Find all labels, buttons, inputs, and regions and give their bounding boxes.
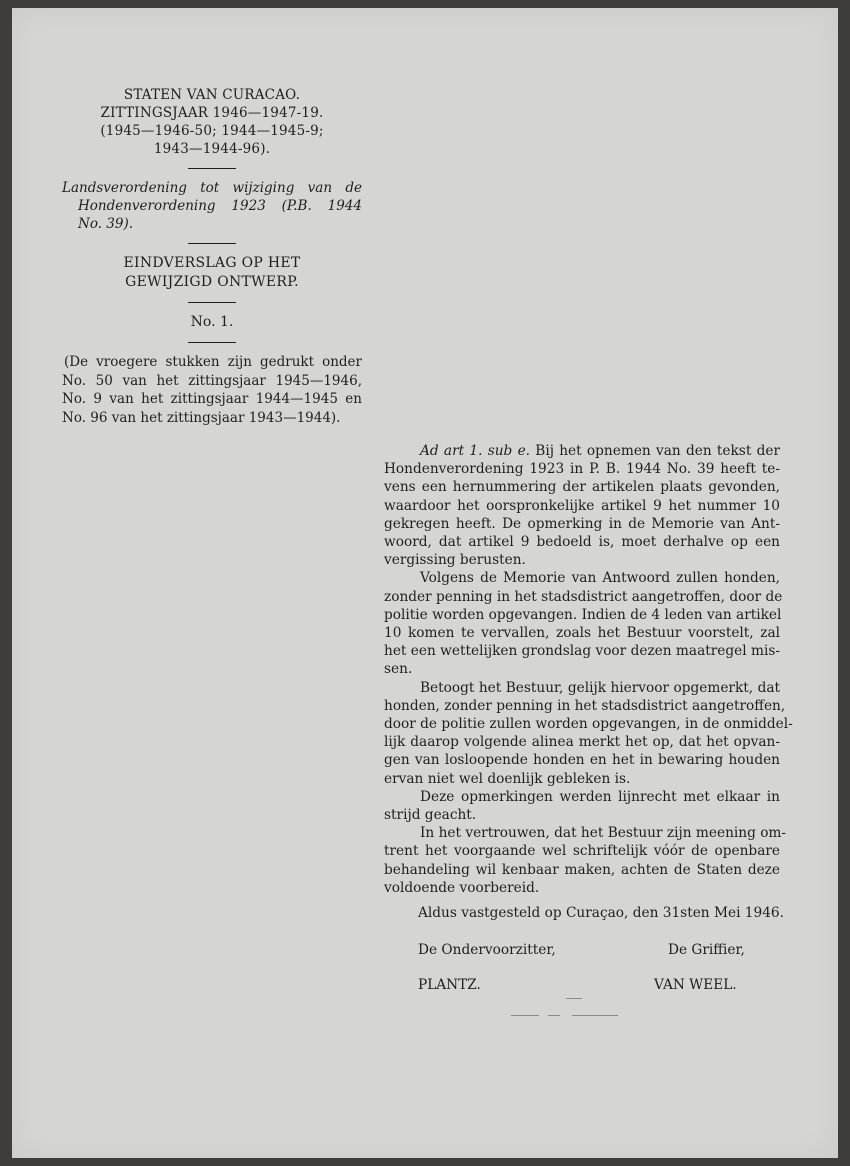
note-line-3: No. 9 van het zittingsjaar 1944—1945 en xyxy=(62,391,362,407)
vice-chair-name: PLANTZ. xyxy=(418,977,481,993)
subject-heading xyxy=(62,179,362,233)
report-body xyxy=(384,442,793,897)
paragraph-5 xyxy=(384,824,787,897)
session-references-1: (1945—1946-50; 1944—1945-9; xyxy=(100,123,324,139)
paragraph-2 xyxy=(384,569,783,678)
clerk-title: De Griffier, xyxy=(668,942,745,958)
paragraph-line: politie worden opgevangen. Indien de 4 leden van artikel xyxy=(384,606,782,623)
session-year: ZITTINGSJAAR 1946—1947-19. xyxy=(100,105,324,121)
print-mark xyxy=(511,1015,539,1016)
paragraph-line: In het vertrouwen, dat het Bestuur zijn meening om- xyxy=(420,825,787,842)
paragraph-line: trent het voorgaande wel schriftelijk vóór de openbare xyxy=(384,843,780,860)
paragraph-line: vergissing berusten. xyxy=(384,552,526,569)
paragraph-line: waardoor het oorspronkelijke artikel 9 het nummer 10 xyxy=(384,497,780,514)
paragraph-line: Volgens de Memorie van Antwoord zullen honden, xyxy=(420,570,780,587)
paragraph-line: zonder penning in het stadsdistrict aangetroffen, door de xyxy=(384,588,783,605)
print-mark xyxy=(548,1015,560,1016)
paragraph-line: Ad art 1. sub e. Bij het opnemen van den tekst der xyxy=(420,443,780,459)
divider xyxy=(188,302,236,303)
document-title: STATEN VAN CURACAO. xyxy=(123,87,301,103)
paragraph-line: strijd geacht. xyxy=(384,807,477,824)
paragraph-3 xyxy=(384,679,793,788)
paragraph-line: door de politie zullen worden opgevangen, in de onmiddel- xyxy=(384,716,793,733)
divider xyxy=(188,168,236,169)
paragraph-line: vens een hernummering der artikelen plaats gevonden, xyxy=(384,479,780,496)
session-references-2: 1943—1944-96). xyxy=(153,141,271,157)
paragraph-line: 10 komen te vervallen, zoals het Bestuur voorstelt, zal xyxy=(384,625,780,642)
paragraph-line: lijk daarop volgende alinea merkt het op, dat het opvan- xyxy=(384,734,780,751)
note-line-4: No. 96 van het zittingsjaar 1943—1944). xyxy=(62,409,341,426)
paragraph-line: gekregen heeft. De opmerking in de Memorie van Ant- xyxy=(384,515,780,532)
paragraph-line: Betoogt het Bestuur, gelijk hiervoor opgemerkt, dat xyxy=(420,679,780,696)
paragraph-line: Deze opmerkingen werden lijnrecht met elkaar in xyxy=(420,788,780,805)
print-mark xyxy=(572,1015,618,1016)
report-title-1: EINDVERSLAG OP HET xyxy=(123,255,301,271)
paragraph-line: woord, dat artikel 9 bedoeld is, moet derhalve op een xyxy=(384,534,780,551)
divider xyxy=(188,243,236,244)
vice-chair-title: De Ondervoorzitter, xyxy=(418,942,556,958)
paragraph-line: sen. xyxy=(384,661,413,678)
report-number: No. 1. xyxy=(190,314,234,330)
paragraph-line: behandeling wil kenbaar maken, achten de Staten deze xyxy=(384,861,780,878)
paragraph-line: voldoende voorbereid. xyxy=(384,879,540,896)
paragraph-4 xyxy=(384,788,780,824)
paragraph-1 xyxy=(384,442,780,569)
report-title-2: GEWIJZIGD ONTWERP. xyxy=(125,274,299,290)
left-column xyxy=(62,86,362,427)
subject-line-1: Landsverordening tot wijziging van de xyxy=(62,180,362,196)
paragraph-line: Hondenverordening 1923 in P. B. 1944 No. 39 heeft te- xyxy=(384,461,780,478)
adoption-statement: Aldus vastgesteld op Curaçao, den 31sten Mei 1946. xyxy=(418,905,784,921)
divider xyxy=(188,342,236,343)
paragraph-line: honden, zonder penning in het stadsdistrict aangetroffen, xyxy=(384,697,786,714)
subject-line-3: No. 39). xyxy=(78,216,134,232)
previous-documents-note xyxy=(62,353,362,427)
paragraph-line: het een wettelijken grondslag voor dezen maatregel mis- xyxy=(384,643,780,660)
clerk-name: VAN WEEL. xyxy=(654,977,737,993)
note-line-1: (De vroegere stukken zijn gedrukt onder xyxy=(64,354,362,370)
paragraph-line: gen van losloopende honden en het in bewaring houden xyxy=(384,752,780,769)
print-mark xyxy=(566,998,582,999)
paragraph-line: ervan niet wel doenlijk gebleken is. xyxy=(384,770,631,787)
subject-line-2: Hondenverordening 1923 (P.B. 1944 xyxy=(78,198,362,214)
article-reference: Ad art 1. sub e. xyxy=(420,443,531,459)
note-line-2: No. 50 van het zittingsjaar 1945—1946, xyxy=(62,372,362,389)
